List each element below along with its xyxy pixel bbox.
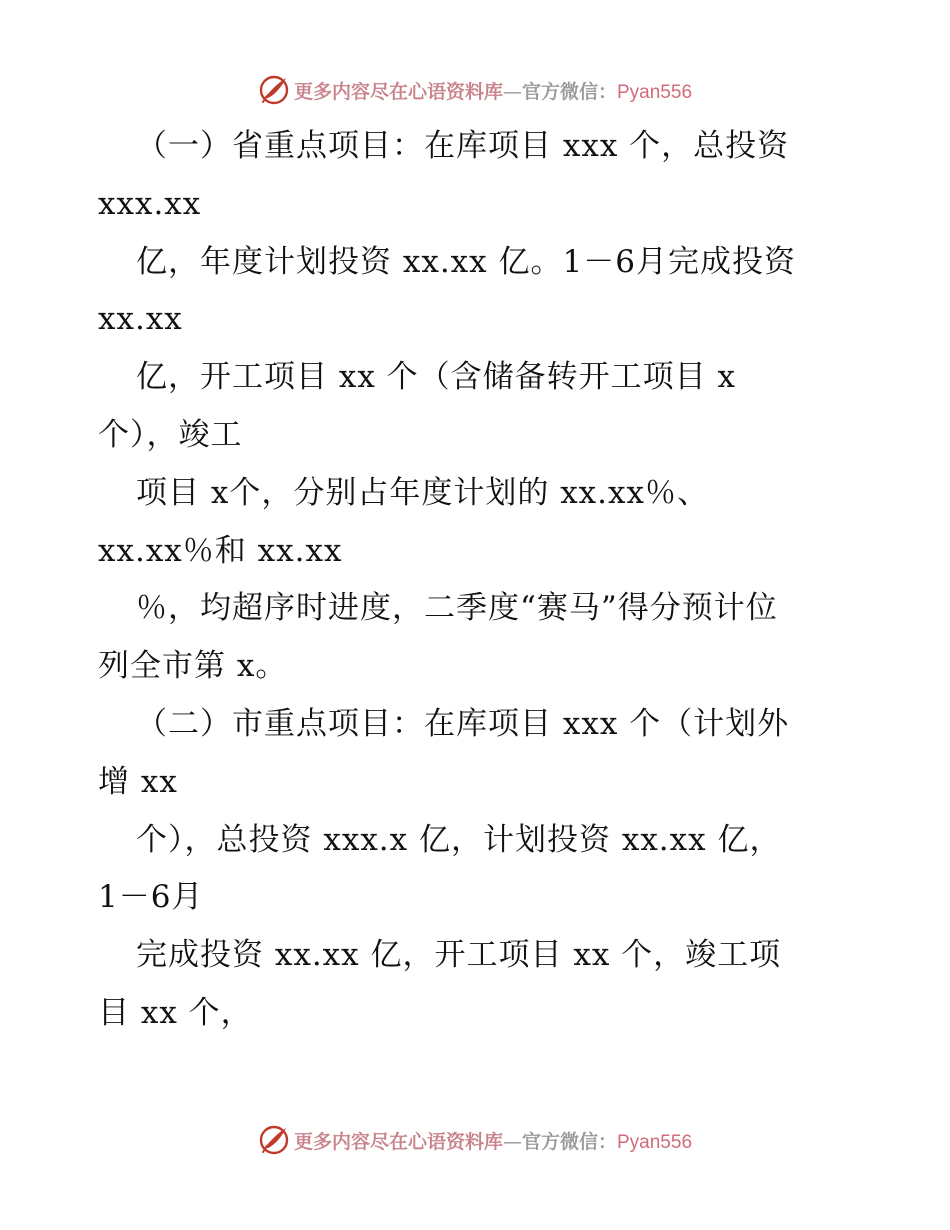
watermark-side: 官方微信：	[521, 80, 617, 103]
text-line: 项目 x个，分别占年度计划的 xx.xx％、	[136, 474, 709, 511]
watermark-side: 官方微信：	[521, 1130, 617, 1153]
watermark-main: 更多内容尽在心语资料库	[293, 80, 503, 103]
watermark-id: Pyan556	[617, 81, 693, 103]
text-line: 个），竣工	[98, 416, 243, 453]
text-line: xx.xx％和 xx.xx	[98, 532, 343, 569]
watermark-id: Pyan556	[617, 1131, 693, 1153]
text-line: 增 xx	[98, 763, 178, 800]
text-line: ％，均超序时进度，二季度“赛马”得分预计位	[136, 590, 778, 627]
watermark-text	[294, 77, 692, 104]
watermark-main: 更多内容尽在心语资料库	[293, 1130, 503, 1153]
text-line: 个），总投资 xxx.x 亿，计划投资 xx.xx 亿，	[136, 821, 782, 858]
text-line: 完成投资 xx.xx 亿，开工项目 xx 个，竣工项	[136, 937, 782, 974]
document-body	[98, 118, 888, 1043]
text-line: 亿，年度计划投资 xx.xx 亿。1－6月完成投资	[136, 243, 796, 280]
quill-pen-logo-icon	[258, 1124, 290, 1156]
watermark-dash: —	[502, 80, 522, 103]
text-line: xx.xx	[98, 301, 183, 338]
text-line: xxx.xx	[98, 185, 202, 222]
text-line: （二）市重点项目：在库项目 xxx 个（计划外	[136, 705, 790, 742]
watermark-dash: —	[502, 1130, 522, 1153]
quill-pen-logo-icon	[258, 74, 290, 106]
text-line: （一）省重点项目：在库项目 xxx 个，总投资	[136, 128, 790, 164]
header-watermark	[0, 72, 950, 108]
text-line: 列全市第 x。	[98, 648, 288, 685]
footer-watermark	[0, 1122, 950, 1158]
text-line: 1－6月	[98, 879, 204, 916]
text-line: 亿，开工项目 xx 个（含储备转开工项目 x	[136, 359, 737, 396]
text-line: 目 xx 个，	[98, 994, 253, 1031]
watermark-text	[294, 1127, 692, 1154]
